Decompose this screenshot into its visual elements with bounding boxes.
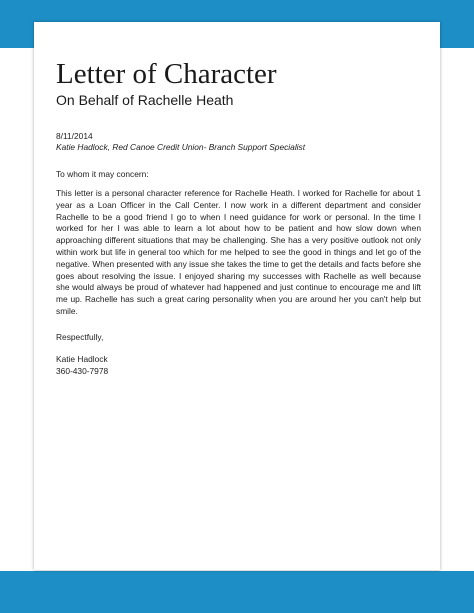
signature-block [56,353,421,378]
signature-phone: 360-430-7978 [56,366,109,377]
letter-content [56,58,421,378]
letter-page [34,22,440,570]
letter-subtitle: On Behalf of Rachelle Heath [56,92,234,108]
signature-name: Katie Hadlock [56,353,108,364]
bottom-accent-band [0,571,474,613]
author-line: Katie Hadlock, Red Canoe Credit Union- Branch Support Specialist [56,142,306,152]
letter-date: 8/11/2014 [56,131,93,141]
salutation: To whom it may concern: [56,169,149,179]
closing: Respectfully, [56,331,104,342]
letter-body: This letter is a personal character reference for Rachelle Heath. I worked for Rachelle for about 1 year as a Loan Officer in the Call Center. I now work in a different department and consider Rachelle to be a good friend I go to when I need guidance for work or personal. In the time I worked for her I was able to learn a lot about how to be patient and how slow down when approaching different situations that may be challenging. She has a very positive outlook not only within work but life in general too which for me helped to see the good in things and let go of the negative. When presented with any issue she takes the time to get the details and facts before she goes about resolving the issue. I enjoyed sharing my successes with Rachelle as well because she would always be proud of whatever had happened and just continue to encourage me and lift me up. Rachelle has such a great caring personality when you are around her you can't help but smile. [56,188,421,316]
letter-title: Letter of Character [56,58,277,90]
